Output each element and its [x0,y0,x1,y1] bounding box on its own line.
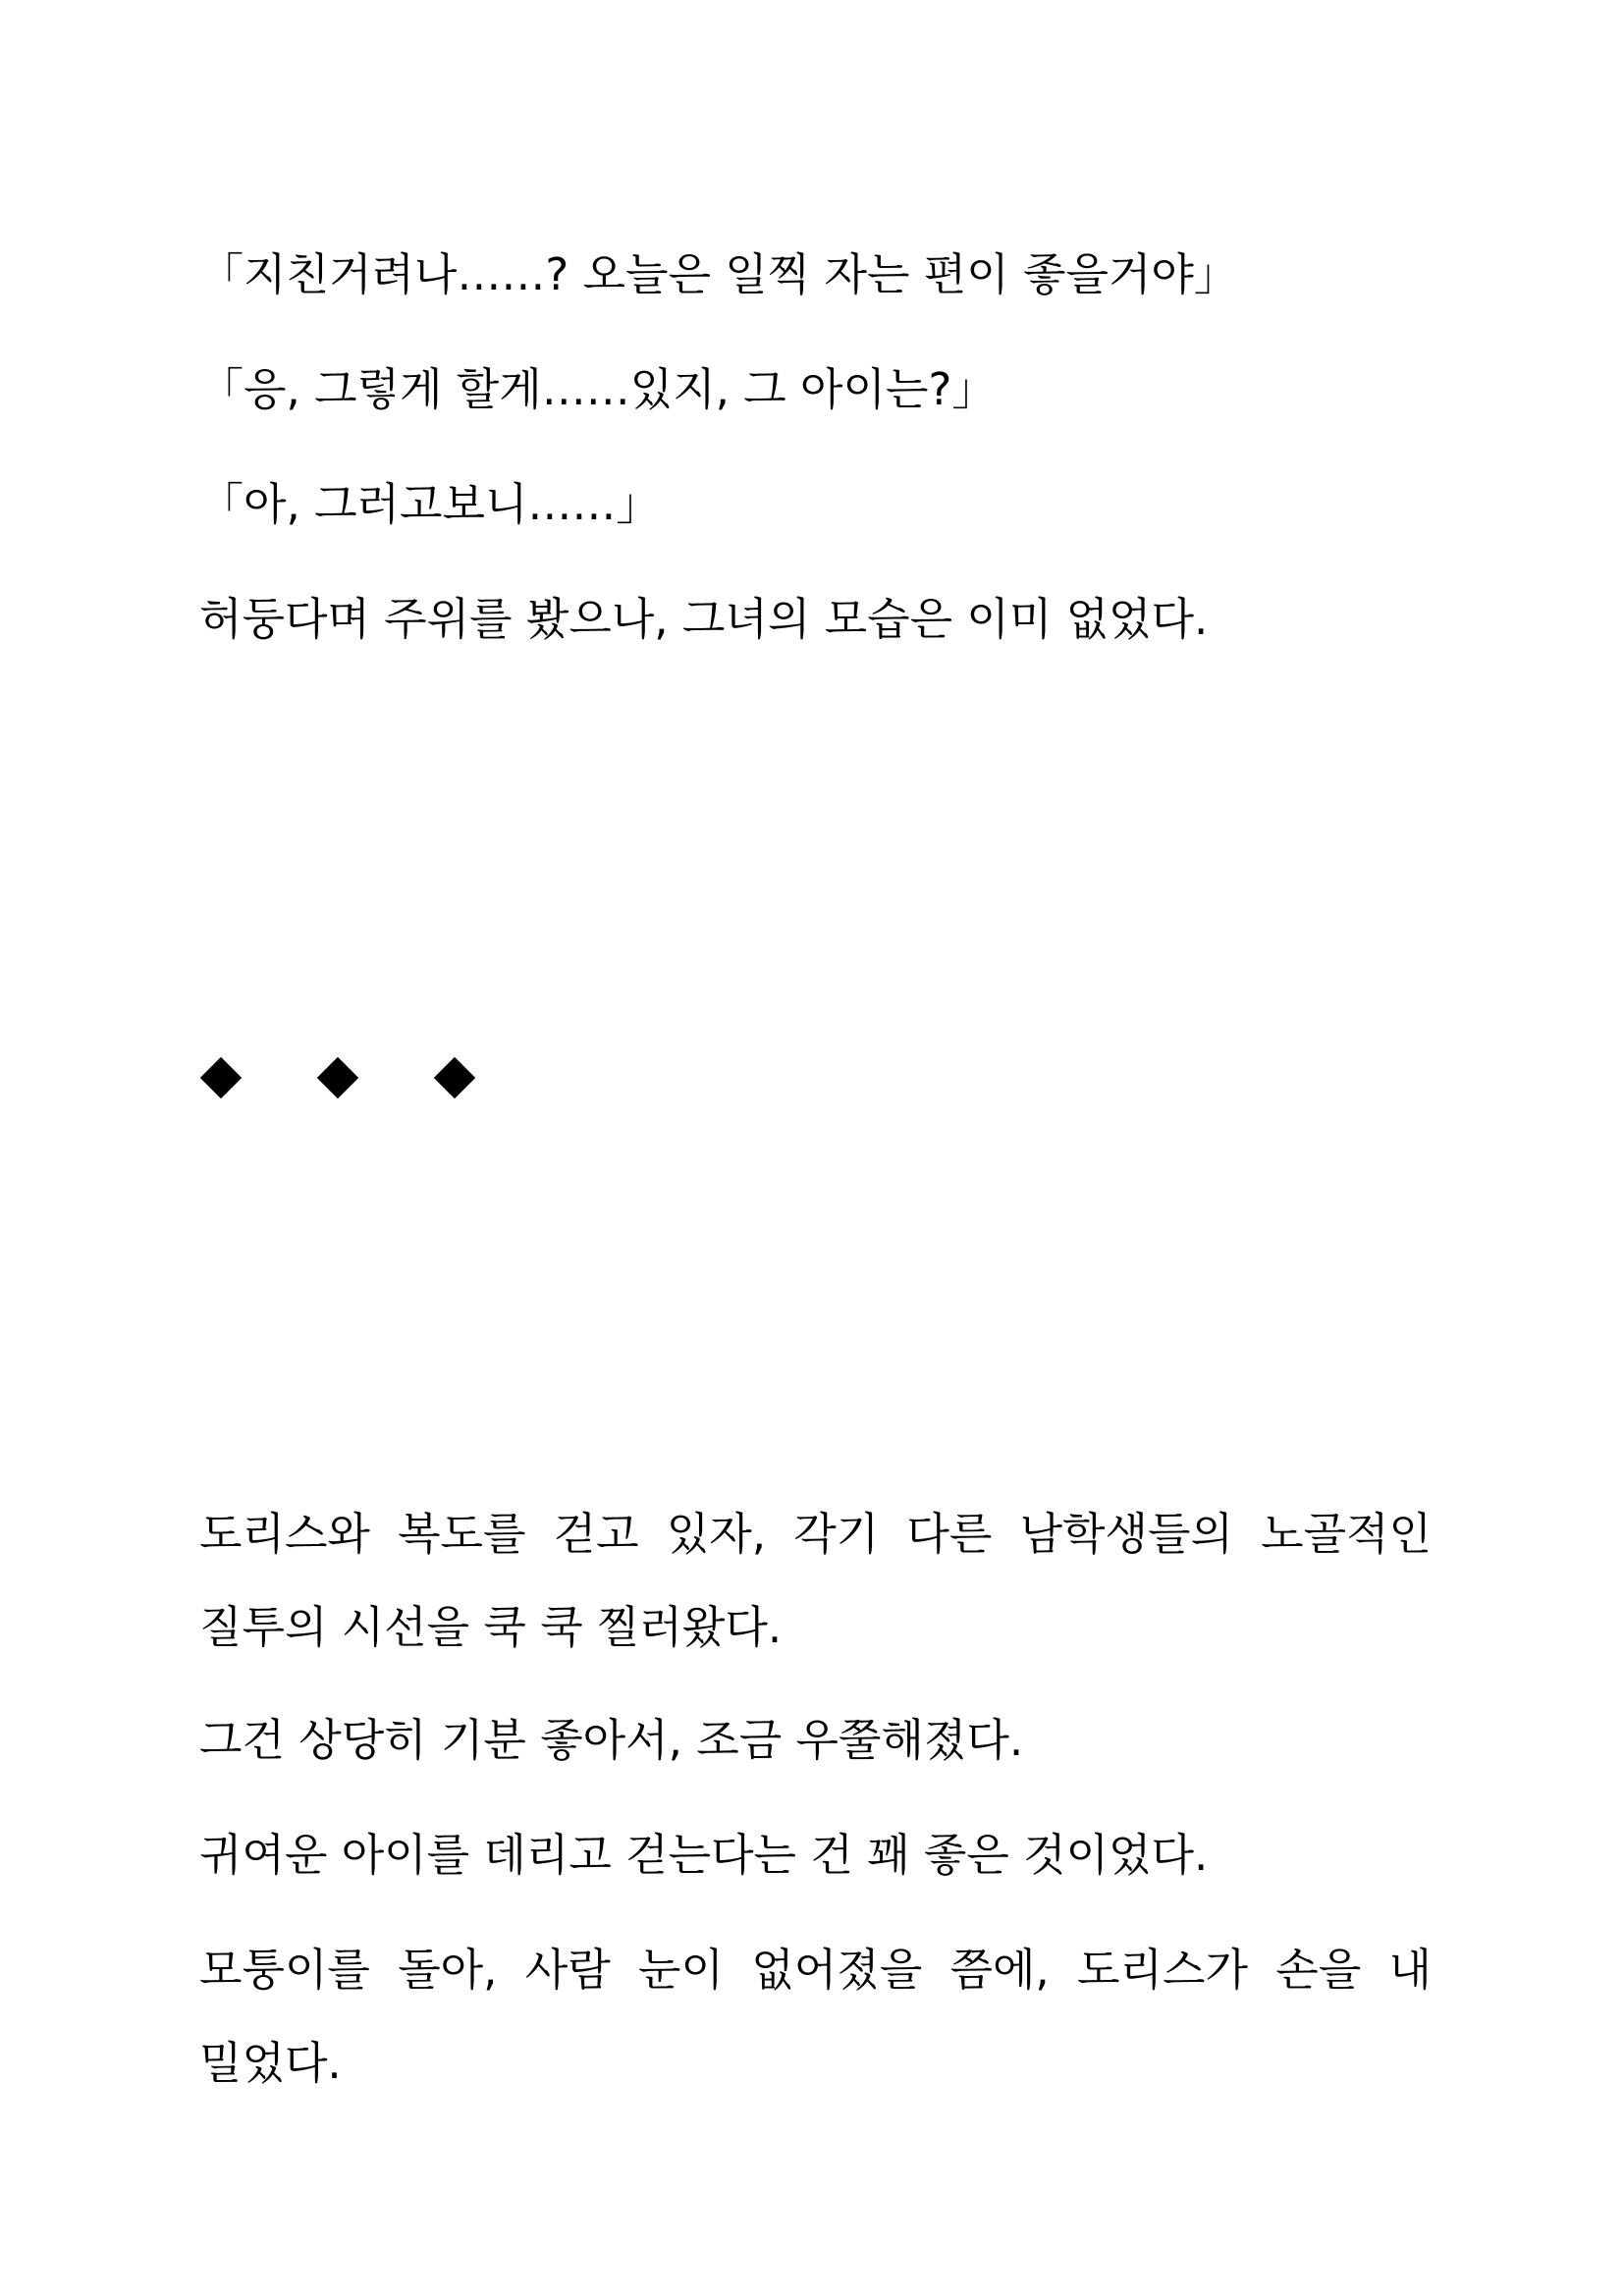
narration-paragraph [199,1487,1432,1674]
paragraph-text: 「응, 그렇게 할게……있지, 그 아이는?」 [199,363,997,415]
paragraph-text: 허둥다며 주위를 봤으나, 그녀의 모습은 이미 없었다. [199,593,1209,645]
scene-break-separator [199,1048,550,1107]
dialogue-line [199,228,1432,321]
dialogue-line [199,343,1432,436]
narration-paragraph [199,1808,1432,1901]
diamond-icon [317,1057,358,1098]
narration-paragraph [199,572,1432,666]
paragraph-text: 그건 상당히 기분 좋아서, 조금 우쭐해졌다. [199,1714,1024,1766]
diamond-icon [434,1057,475,1098]
paragraph-line: 밀었다. [199,2037,342,2089]
diamond-icon [200,1057,242,1098]
narration-paragraph [199,1693,1432,1787]
paragraph-text: 귀여운 아이를 데리고 걷는다는 건 꽤 좋은 것이었다. [199,1829,1209,1881]
dialogue-line [199,457,1432,551]
paragraph-line: 모퉁이를 돌아, 사람 눈이 없어졌을 쯤에, 도리스가 손을 내 [199,1944,1432,1996]
narration-paragraph [199,1923,1432,2109]
paragraph-line: 질투의 시선을 쿡 쿡 찔러왔다. [199,1601,783,1653]
paragraph-line: 도리스와 복도를 걷고 있자, 각기 다른 남학생들의 노골적인 [199,1508,1432,1560]
paragraph-text: 「아, 그러고보니……」 [199,478,661,530]
paragraph-text: 「지친거려나……? 오늘은 일찍 자는 편이 좋을거야」 [199,248,1238,300]
